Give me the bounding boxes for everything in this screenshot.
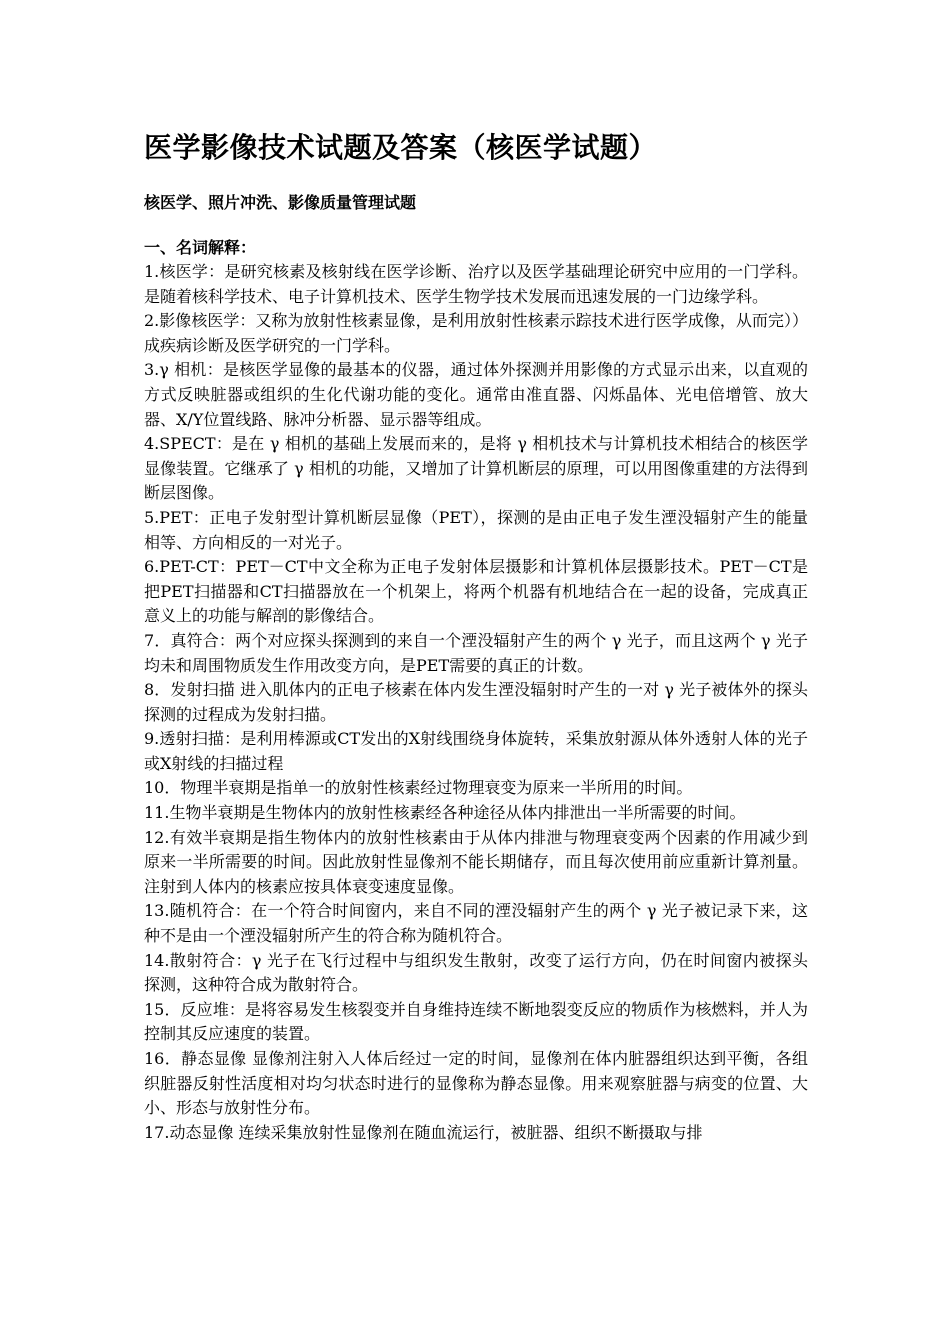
definition-entry: 17.动态显像 连续采集放射性显像剂在随血流运行，被脏器、组织不断摄取与排 xyxy=(144,1122,703,1142)
definition-entry: 16．静态显像 显像剂注射入人体后经过一定的时间，显像剂在体内脏器组织达到平衡，各组织脏器反射性活度相对均匀状态时进行的显像称为静态显像。用来观察脏器与病变的位置、大小、形态与放射性分布。 xyxy=(144,1049,808,1118)
definition-entry: 3.γ 相机：是核医学显像的最基本的仪器，通过体外探测并用影像的方式显示出来，以直观的方式反映脏器或组织的生化代谢功能的变化。通常由准直器、闪烁晶体、光电倍增管、放大器、X/Y位置线路、脉冲分析器、显示器等组成。 xyxy=(144,360,808,429)
definition-entry: 7．真符合：两个对应探头探测到的来自一个湮没辐射产生的两个 γ 光子，而且这两个 γ 光子均未和周围物质发生作用改变方向，是PET需要的真正的计数。 xyxy=(144,630,808,675)
document-page xyxy=(144,126,808,1145)
definition-entry: 9.透射扫描：是利用棒源或CT发出的X射线围绕身体旋转，采集放射源从体外透射人体的光子或X射线的扫描过程 xyxy=(144,729,808,773)
definition-entry: 1.核医学：是研究核素及核射线在医学诊断、治疗以及医学基础理论研究中应用的一门学科。是随着核科学技术、电子计算机技术、医学生物学技术发展而迅速发展的一门边缘学科。 xyxy=(144,262,808,306)
definition-entry: 2.影像核医学：又称为放射性核素显像，是利用放射性核素示踪技术进行医学成像，从而完））成疾病诊断及医学研究的一门学科。 xyxy=(144,311,808,355)
definition-entry: 12.有效半衰期是指生物体内的放射性核素由于从体内排泄与物理衰变两个因素的作用减少到原来一半所需要的时间。因此放射性显像剂不能长期储存，而且每次使用前应重新计算剂量。注射到人体内的核素应按具体衰变速度显像。 xyxy=(144,827,808,896)
definition-entry: 10．物理半衰期是指单一的放射性核素经过物理衰变为原来一半所用的时间。 xyxy=(144,778,693,798)
definition-entry: 8．发射扫描 进入肌体内的正电子核素在体内发生湮没辐射时产生的一对 γ 光子被体外的探头探测的过程成为发射扫描。 xyxy=(144,680,808,724)
section-heading: 一、名词解释： xyxy=(144,238,257,257)
definition-list xyxy=(144,260,808,1145)
document-title: 医学影像技术试题及答案（核医学试题） xyxy=(144,131,658,164)
definition-entry: 4.SPECT：是在 γ 相机的基础上发展而来的，是将 γ 相机技术与计算机技术相结合的核医学显像装置。它继承了 γ 相机的功能，又增加了计算机断层的原理，可以用图像重建的方法得到断层图像。 xyxy=(144,434,808,503)
definition-entry: 6.PET-CT：PET－CT中文全称为正电子发射体层摄影和计算机体层摄影技术。PET－CT是把PET扫描器和CT扫描器放在一个机架上，将两个机器有机地结合在一起的设备，完成真正意义上的功能与解剖的影像结合。 xyxy=(144,557,808,626)
definition-entry: 5.PET：正电子发射型计算机断层显像（PET），探测的是由正电子发生湮没辐射产生的能量相等、方向相反的一对光子。 xyxy=(144,507,808,552)
definition-entry: 14.散射符合：γ 光子在飞行过程中与组织发生散射，改变了运行方向，仍在时间窗内被探头探测，这种符合成为散射符合。 xyxy=(144,950,808,995)
definition-entry: 13.随机符合：在一个符合时间窗内，来自不同的湮没辐射产生的两个 γ 光子被记录下来，这种不是由一个湮没辐射所产生的符合称为随机符合。 xyxy=(144,901,808,946)
definition-entry: 15．反应堆：是将容易发生核裂变并自身维持连续不断地裂变反应的物质作为核燃料，并人为控制其反应速度的装置。 xyxy=(144,999,808,1044)
definition-entry: 11.生物半衰期是生物体内的放射性核素经各种途径从体内排泄出一半所需要的时间。 xyxy=(144,803,746,823)
document-subtitle: 核医学、照片冲洗、影像质量管理试题 xyxy=(144,193,417,212)
